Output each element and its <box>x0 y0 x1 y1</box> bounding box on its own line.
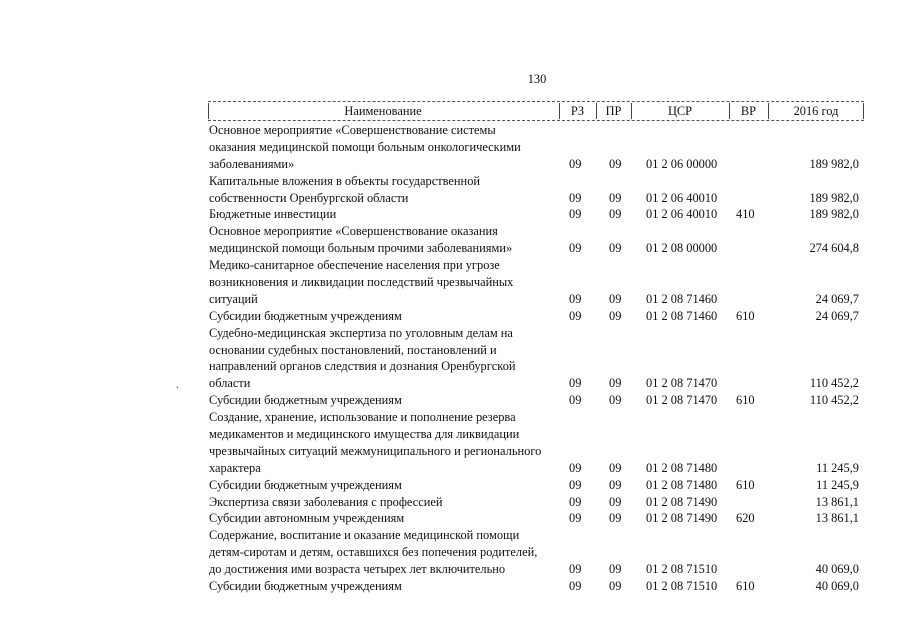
row-pr: 09 <box>609 190 622 205</box>
row-name-line: Субсидии автономным учреждениям <box>209 511 405 526</box>
row-name-line: Основное мероприятие «Совершенствование оказания <box>209 224 498 239</box>
row-pr: 09 <box>609 207 622 222</box>
table-row <box>0 325 905 393</box>
row-pr: 09 <box>609 511 622 526</box>
row-name <box>209 527 561 578</box>
row-amount: 189 982,0 <box>809 207 859 222</box>
row-name <box>209 206 561 223</box>
row-pr: 09 <box>609 460 622 475</box>
row-name <box>209 392 561 409</box>
row-name <box>209 510 561 527</box>
row-csr: 01 2 08 71480 <box>646 460 718 475</box>
row-pr: 09 <box>609 579 622 594</box>
row-name-line: заболеваниями» <box>209 156 295 171</box>
row-name-line: Основное мероприятие «Совершенствование системы <box>209 123 496 137</box>
row-csr: 01 2 08 71480 <box>646 477 718 492</box>
row-name-line: медицинской помощи больным прочими заболеваниями» <box>209 241 513 256</box>
row-vr: 410 <box>736 207 755 222</box>
header-rz: РЗ <box>570 104 585 118</box>
row-pr: 09 <box>609 494 622 509</box>
row-rz: 09 <box>569 511 582 526</box>
row-amount: 11 245,9 <box>816 477 859 492</box>
row-rz: 09 <box>569 376 582 391</box>
row-amount: 11 245,9 <box>816 460 859 475</box>
row-csr: 01 2 06 40010 <box>646 190 718 205</box>
row-name-line: характера <box>209 460 261 475</box>
row-rz: 09 <box>569 291 582 306</box>
row-vr: 610 <box>736 579 755 594</box>
table-row <box>0 527 905 578</box>
row-csr: 01 2 08 71490 <box>646 494 718 509</box>
row-csr: 01 2 08 71510 <box>646 562 718 577</box>
row-name-line: возникновения и ликвидации последствий чрезвычайных <box>209 275 514 290</box>
row-name-line: основании судебных постановлений, постановлений и <box>209 342 497 357</box>
row-name-line: Капитальные вложения в объекты государственной <box>209 173 481 188</box>
row-amount: 40 069,0 <box>815 562 859 577</box>
table-header <box>208 101 864 121</box>
row-vr: 610 <box>736 393 755 408</box>
row-rz: 09 <box>569 460 582 475</box>
row-amount: 110 452,2 <box>809 393 859 408</box>
row-name <box>209 494 561 511</box>
row-amount: 24 069,7 <box>815 291 859 306</box>
table-row <box>0 206 905 223</box>
row-rz: 09 <box>569 477 582 492</box>
row-name-line: Субсидии бюджетным учреждениям <box>209 393 402 408</box>
table-row <box>0 308 905 325</box>
row-pr: 09 <box>609 393 622 408</box>
row-csr: 01 2 08 71470 <box>646 393 718 408</box>
row-amount: 13 861,1 <box>815 494 859 509</box>
row-pr: 09 <box>609 477 622 492</box>
row-rz: 09 <box>569 393 582 408</box>
row-rz: 09 <box>569 190 582 205</box>
row-pr: 09 <box>609 562 622 577</box>
row-name-line: ситуаций <box>209 291 258 306</box>
row-csr: 01 2 08 00000 <box>646 241 718 256</box>
table-row <box>0 173 905 207</box>
row-amount: 13 861,1 <box>815 511 859 526</box>
row-name <box>209 308 561 325</box>
row-name-line: направлений органов следствия и дознания Оренбургской <box>209 359 516 374</box>
row-name <box>209 477 561 494</box>
row-name-line: Субсидии бюджетным учреждениям <box>209 579 402 594</box>
row-amount: 189 982,0 <box>809 190 859 205</box>
row-vr: 610 <box>736 308 755 323</box>
row-name-line: Медико-санитарное обеспечение населения при угрозе <box>209 258 500 273</box>
table-row <box>0 122 905 173</box>
row-amount: 24 069,7 <box>815 308 859 323</box>
row-vr: 610 <box>736 477 755 492</box>
row-name-line: детям-сиротам и детям, оставшихся без попечения родителей, <box>209 545 538 560</box>
table-row <box>0 510 905 527</box>
row-name-line: Субсидии бюджетным учреждениям <box>209 308 402 323</box>
row-pr: 09 <box>609 308 622 323</box>
row-amount: 110 452,2 <box>809 376 859 391</box>
row-csr: 01 2 06 40010 <box>646 207 718 222</box>
row-rz: 09 <box>569 207 582 222</box>
header-right-edge <box>863 103 864 119</box>
row-csr: 01 2 08 71510 <box>646 579 718 594</box>
row-amount: 40 069,0 <box>815 579 859 594</box>
row-name-line: Содержание, воспитание и оказание медицинской помощи <box>209 528 520 543</box>
row-rz: 09 <box>569 494 582 509</box>
header-pr: ПР <box>605 104 622 118</box>
row-name-line: Субсидии бюджетным учреждениям <box>209 477 402 492</box>
table-row <box>0 257 905 308</box>
row-name <box>209 325 561 393</box>
row-pr: 09 <box>609 376 622 391</box>
row-name <box>209 257 561 308</box>
row-name-line: до достижения ими возраста четырех лет включительно <box>209 562 506 577</box>
row-rz: 09 <box>569 241 582 256</box>
row-pr: 09 <box>609 156 622 171</box>
row-name-line: Экспертиза связи заболевания с профессией <box>209 494 443 509</box>
table-body <box>0 122 905 595</box>
row-amount: 274 604,8 <box>809 241 859 256</box>
page-number: 130 <box>527 72 547 86</box>
row-name-line: чрезвычайных ситуаций межмуниципального и регионального <box>209 443 542 458</box>
row-rz: 09 <box>569 562 582 577</box>
row-amount: 189 982,0 <box>809 156 859 171</box>
table-row <box>0 494 905 511</box>
row-name <box>209 578 561 595</box>
header-vr: ВР <box>740 104 757 118</box>
row-csr: 01 2 06 00000 <box>646 156 718 171</box>
header-year: 2016 год <box>793 104 839 118</box>
row-rz: 09 <box>569 579 582 594</box>
row-name-line: Создание, хранение, использование и пополнение резерва <box>209 410 516 425</box>
row-name <box>209 223 561 257</box>
row-rz: 09 <box>569 156 582 171</box>
header-name: Наименование <box>344 104 422 118</box>
row-rz: 09 <box>569 308 582 323</box>
table-row <box>0 223 905 257</box>
header-csr: ЦСР <box>667 104 693 118</box>
table-row <box>0 409 905 477</box>
table-row <box>0 578 905 595</box>
row-name-line: области <box>209 376 251 391</box>
table-row <box>0 477 905 494</box>
row-csr: 01 2 08 71460 <box>646 291 718 306</box>
row-name-line: оказания медицинской помощи больным онкологическими <box>209 139 521 154</box>
row-name <box>209 173 561 207</box>
row-name-line: Судебно-медицинская экспертиза по уголовным делам на <box>209 325 513 340</box>
row-pr: 09 <box>609 241 622 256</box>
row-name-line: медикаментов и медицинского имущества для ликвидации <box>209 427 520 442</box>
row-csr: 01 2 08 71470 <box>646 376 718 391</box>
row-name-line: собственности Оренбургской области <box>209 190 409 205</box>
row-name <box>209 409 561 477</box>
table-row <box>0 392 905 409</box>
row-name <box>209 122 561 173</box>
row-vr: 620 <box>736 511 755 526</box>
scan-artifact-dot: . <box>176 380 179 391</box>
row-csr: 01 2 08 71460 <box>646 308 718 323</box>
row-name-line: Бюджетные инвестиции <box>209 207 337 222</box>
row-csr: 01 2 08 71490 <box>646 511 718 526</box>
row-pr: 09 <box>609 291 622 306</box>
